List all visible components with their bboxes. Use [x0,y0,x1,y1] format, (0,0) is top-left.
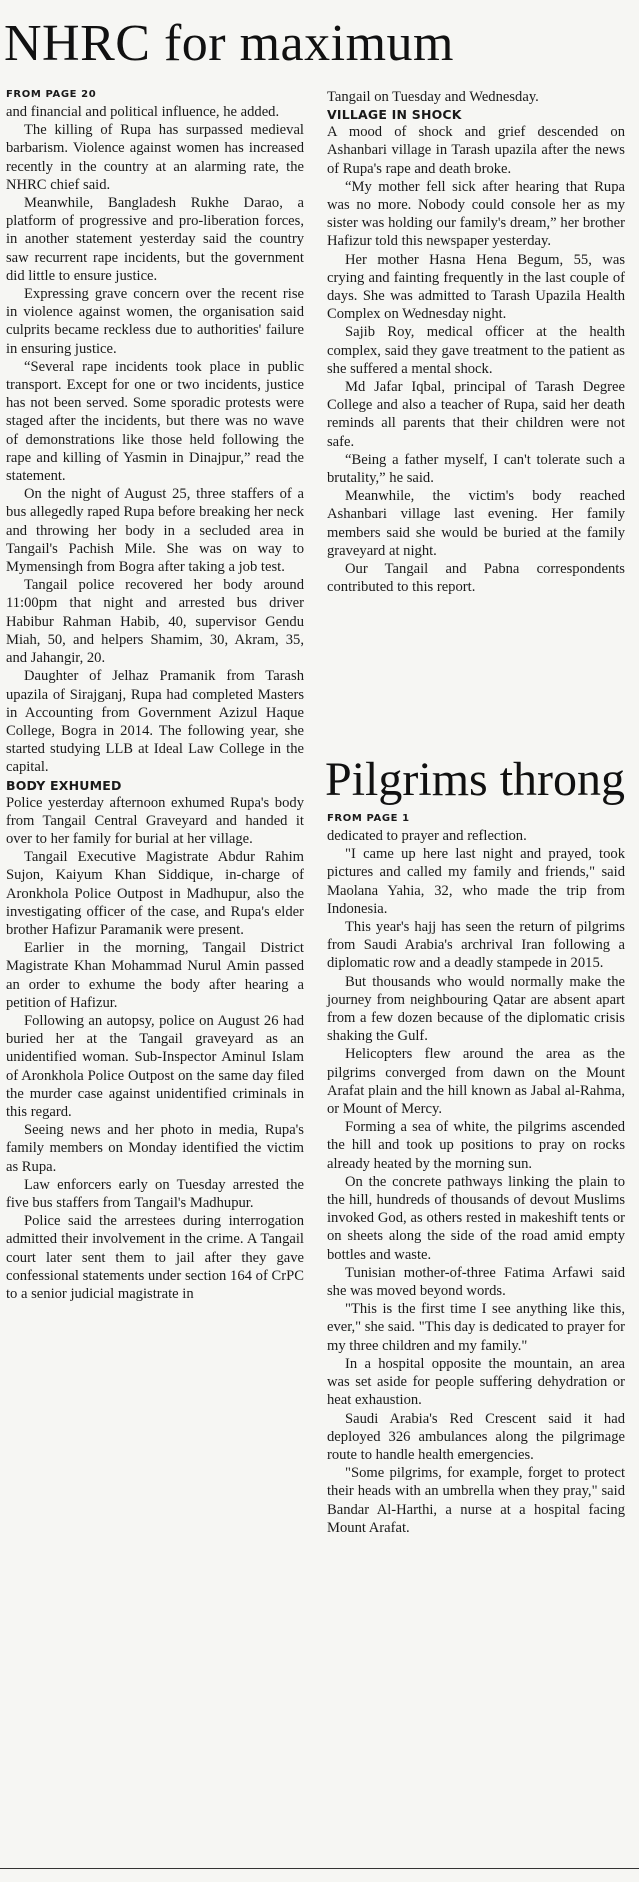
article-paragraph: Sajib Roy, medical officer at the health complex, said they gave treatment to the patient as she suffered a mental shock. [327,324,625,377]
story1-right-body [327,88,625,596]
article-paragraph: Following an autopsy, police on August 26 had buried her at the Tangail graveyard as an unidentified woman. Sub-Inspector Aminul Islam of Aronkhola Police Outpost on the same day filed the murder case against unidentified criminals in this regard. [6,1012,304,1120]
article-paragraph: Forming a sea of white, the pilgrims ascended the hill and took up positions to pray on rocks already heated by the morning sun. [327,1119,625,1172]
jump-line-story2: FROM PAGE 1 [327,813,410,824]
article-paragraph: Md Jafar Iqbal, principal of Tarash Degree College and also a teacher of Rupa, said her death reminds all parents that their children were not safe. [327,379,625,450]
article-paragraph: "Some pilgrims, for example, forget to protect their heads with an umbrella when they pray," said Bandar Al-Harthi, a nurse at a hospital facing Mount Arafat. [327,1465,625,1536]
story2-column [327,812,625,1537]
article-paragraph: Saudi Arabia's Red Crescent said it had deployed 326 ambulances along the pilgrimage route to handle health emergencies. [327,1410,625,1463]
article-paragraph: “Several rape incidents took place in public transport. Except for one or two incidents, justice has not been served. Some sporadic protests were staged after the incidents, but there was no wave of demonstrations like those held following the rape and killing of Yasmin in Dinajpur,” read the statement. [6,358,304,485]
article-paragraph: Helicopters flew around the area as the pilgrims converged from dawn on the Mount Arafat plain and the hill known as Jabal al-Rahma, or Mount of Mercy. [327,1046,625,1118]
article-paragraph: In a hospital opposite the mountain, an area was set aside for people suffering dehydration or heat exhaustion. [327,1355,625,1409]
headline-pilgrims: Pilgrims throng [325,753,626,806]
article-paragraph: This year's hajj has seen the return of pilgrims from Saudi Arabia's archrival Iran following a diplomatic row and a deadly stampede in 2015. [327,919,625,972]
article-paragraph: Our Tangail and Pabna correspondents contributed to this report. [327,561,625,596]
page-bottom-rule [0,1868,639,1869]
article-paragraph: Police said the arrestees during interrogation admitted their involvement in the crime. A Tangail court later sent them to jail after they gave confessional statements under section 164 of CrPC to a senior judicial magistrate in [6,1213,304,1302]
article-paragraph: Seeing news and her photo in media, Rupa's family members on Monday identified the victim as Rupa. [6,1122,304,1175]
article-paragraph: "This is the first time I see anything like this, ever," she said. "This day is dedicated to prayer for my three children and my family." [327,1301,625,1354]
story1-column-left [6,88,304,1303]
article-paragraph: The killing of Rupa has surpassed medieval barbarism. Violence against women has increased recently in the country at an alarming rate, the NHRC chief said. [6,122,304,193]
article-paragraph: "I came up here last night and prayed, took pictures and called my family and friends," said Maolana Yahia, 32, who made the trip from Indonesia. [327,846,625,917]
section-subhead: VILLAGE IN SHOCK [327,107,462,123]
article-paragraph: On the night of August 25, three staffers of a bus allegedly raped Rupa before breaking her neck and throwing her body in a secluded area in Tangail's Pachish Mile. She was on way to Mymensingh from Bogra after taking a job test. [6,486,304,576]
story2-body [327,827,625,1537]
article-paragraph: Earlier in the morning, Tangail District Magistrate Khan Mohammad Nurul Amin passed an order to exhume the body after hearing a petition of Hafizur. [6,940,304,1011]
jump-line-story1: FROM PAGE 20 [6,89,97,100]
article-paragraph: Tunisian mother-of-three Fatima Arfawi said she was moved beyond words. [327,1264,625,1300]
article-paragraph: “My mother fell sick after hearing that Rupa was no more. Nobody could console her as my sister was holding our family's dream,” her brother Hafizur told this newspaper yesterday. [327,178,625,250]
article-paragraph: Expressing grave concern over the recent rise in violence against women, the organisation said culprits became reckless due to authorities' failure in ensuring justice. [6,286,304,357]
article-paragraph: Tangail Executive Magistrate Abdur Rahim Sujon, Kaiyum Khan Siddique, in-charge of Aronkhola Police Outpost in Madhupur, also the investigating officer of the case, and Rupa's elder brother Hafizur Paramanik were present. [6,849,304,938]
article-paragraph: Daughter of Jelhaz Pramanik from Tarash upazila of Sirajganj, Rupa had completed Masters in Accounting from Government Azizul Haque College, Bogra in 2014. The following year, she started studying LLB at Ideal Law College in the capital. [6,668,304,776]
article-paragraph: “Being a father myself, I can't tolerate such a brutality,” he said. [327,451,625,487]
article-paragraph: Meanwhile, the victim's body reached Ashanbari village last evening. Her family members said she would be buried at the family graveyard at night. [327,488,625,559]
article-paragraph: But thousands who would normally make the journey from neighbouring Qatar are absent apart from a few dozen because of the diplomatic crisis shaking the Gulf. [327,973,625,1045]
article-paragraph: dedicated to prayer and reflection. [327,828,527,844]
article-paragraph: and financial and political influence, he added. [6,104,280,120]
article-paragraph: Tangail on Tuesday and Wednesday. [327,89,539,105]
article-paragraph: Meanwhile, Bangladesh Rukhe Darao, a platform of progressive and pro-liberation forces, in another statement yesterday said the country saw recurrent rape incidents, but the government did little to ensure justice. [6,195,304,284]
article-paragraph: Law enforcers early on Tuesday arrested the five bus staffers from Tangail's Madhupur. [6,1176,304,1211]
article-paragraph: On the concrete pathways linking the plain to the hill, hundreds of thousands of devout Muslims invoked God, as others rested in makeshift tents or on sheets along the side of the road amid empty bottles and waste. [327,1173,625,1263]
article-paragraph: Her mother Hasna Hena Begum, 55, was crying and fainting frequently in the last couple of days. She was admitted to Tarash Upazila Health Complex on Wednesday night. [327,251,625,323]
article-paragraph: Police yesterday afternoon exhumed Rupa's body from Tangail Central Graveyard and handed it over to her family for burial at her village. [6,794,304,847]
article-paragraph: Tangail police recovered her body around 11:00pm that night and arrested bus driver Habibur Rahman Habib, 40, supervisor Gendu Miah, 50, and helpers Shamim, 30, Akram, 35, and Jahangir, 20. [6,577,304,667]
article-paragraph: A mood of shock and grief descended on Ashanbari village in Tarash upazila after the news of Rupa's rape and death broke. [327,124,625,177]
story1-left-body [6,103,304,1303]
section-subhead: BODY EXHUMED [6,777,122,793]
headline-nhrc: NHRC for maximum [4,15,454,72]
story1-column-right [327,88,625,596]
